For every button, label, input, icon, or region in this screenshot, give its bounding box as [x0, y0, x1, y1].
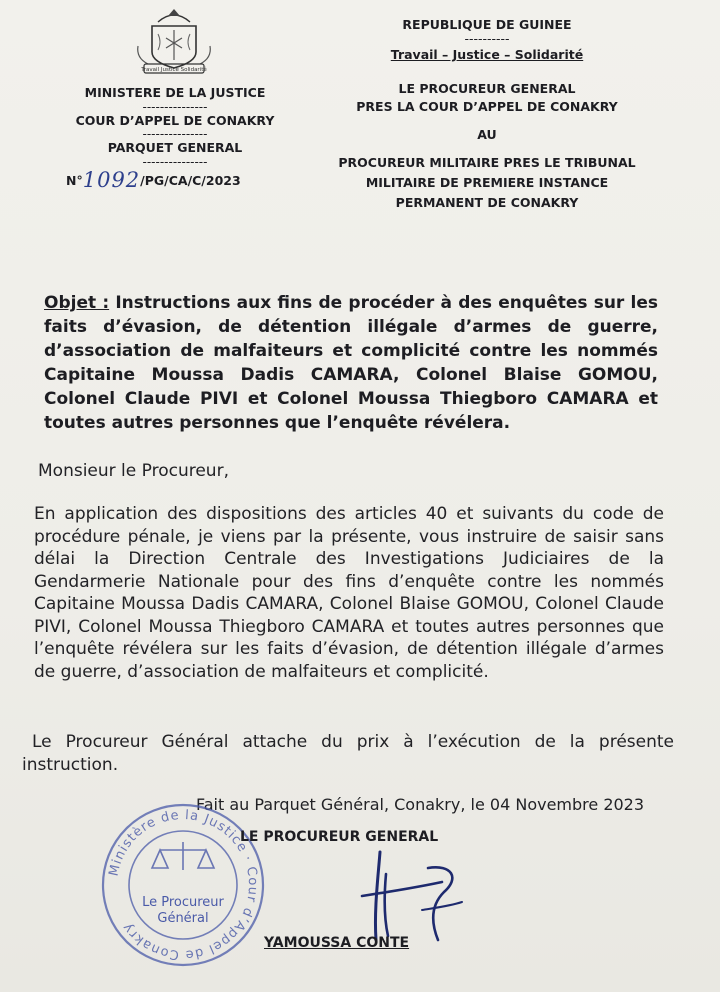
- sender-title-line2: PRES LA COUR D’APPEL DE CONAKRY: [356, 99, 618, 114]
- subject-block: [44, 291, 658, 435]
- official-stamp-icon: [98, 800, 268, 970]
- separator: ---------------: [142, 99, 208, 114]
- svg-text:Travail Justice Solidarité: Travail Justice Solidarité: [141, 67, 207, 73]
- svg-text:Général: Général: [157, 911, 209, 926]
- recipient-line2: MILITAIRE DE PREMIERE INSTANCE: [365, 175, 609, 190]
- ref-suffix: /PG/CA/C/2023: [140, 173, 241, 188]
- svg-text:Le Procureur: Le Procureur: [142, 895, 224, 910]
- body-paragraph-1: En application des dispositions des articles 40 et suivants du code de procédure pénale, je viens par la présente, vous instruire de saisir sans délai la Direction Centrale des Investigations Judiciaires de la Gendarmerie Nationale pour des fins d’enquête contre les nommés Capitaine Moussa Dadis CAMARA, Colonel Blaise GOMOU, Colonel Claude PIVI, Colonel Moussa Thiegboro CAMARA et toutes autres personnes que l’enquête révélera sur les faits d’évasion, de détention illégale d’armes de guerre, d’association de malfaiteurs et complicité.: [34, 504, 664, 682]
- body-paragraph-2: Le Procureur Général attache du prix à l’exécution de la présente instruction.: [22, 732, 674, 775]
- subject-text: Instructions aux fins de procéder à des enquêtes sur les faits d’évasion, de détention illégale d’armes de guerre, d’association de malfaiteurs et complicité contre les nommés Capitaine Moussa Dadis CAMARA, Colonel Blaise GOMOU, Colonel Claude PIVI et Colonel Moussa Thiegboro CAMARA et toutes autres personnes que l’enquête révélera.: [44, 293, 658, 433]
- ministry-name: MINISTERE DE LA JUSTICE: [84, 85, 266, 100]
- sender-title-line1: LE PROCUREUR GENERAL: [398, 81, 576, 96]
- sender-header: [60, 84, 290, 167]
- reference-number: [66, 166, 241, 190]
- separator: ---------------: [142, 127, 208, 141]
- handwritten-signature-icon: [358, 848, 468, 946]
- court-name: COUR D’APPEL DE CONAKRY: [75, 112, 275, 128]
- place-and-date: Fait au Parquet Général, Conakry, le 04 Novembre 2023: [196, 795, 645, 814]
- signatory-title: LE PROCUREUR GENERAL: [240, 829, 439, 845]
- to-label: AU: [477, 127, 497, 142]
- subject-label: Objet :: [44, 293, 110, 313]
- ref-prefix: N°: [66, 173, 83, 188]
- handwritten-ref-number: 1092: [82, 168, 141, 192]
- addressee-header: [322, 16, 652, 212]
- svg-text:Ministère de la Justice · Cour: Ministère de la Justice · Cour d’Appel de Conakry: [106, 807, 261, 963]
- recipient-line1: PROCUREUR MILITAIRE PRES LE TRIBUNAL: [338, 155, 636, 170]
- parquet-name: PARQUET GENERAL: [107, 140, 243, 155]
- separator: ----------: [464, 31, 510, 46]
- separator: ---------------: [142, 154, 208, 169]
- signatory-name: YAMOUSSA CONTE: [264, 935, 410, 951]
- salutation: Monsieur le Procureur,: [38, 461, 229, 481]
- recipient-line3: PERMANENT DE CONAKRY: [395, 195, 579, 210]
- coat-of-arms-icon: [128, 6, 220, 76]
- national-motto: Travail – Justice – Solidarité: [390, 47, 584, 62]
- country-name: REPUBLIQUE DE GUINEE: [402, 17, 572, 32]
